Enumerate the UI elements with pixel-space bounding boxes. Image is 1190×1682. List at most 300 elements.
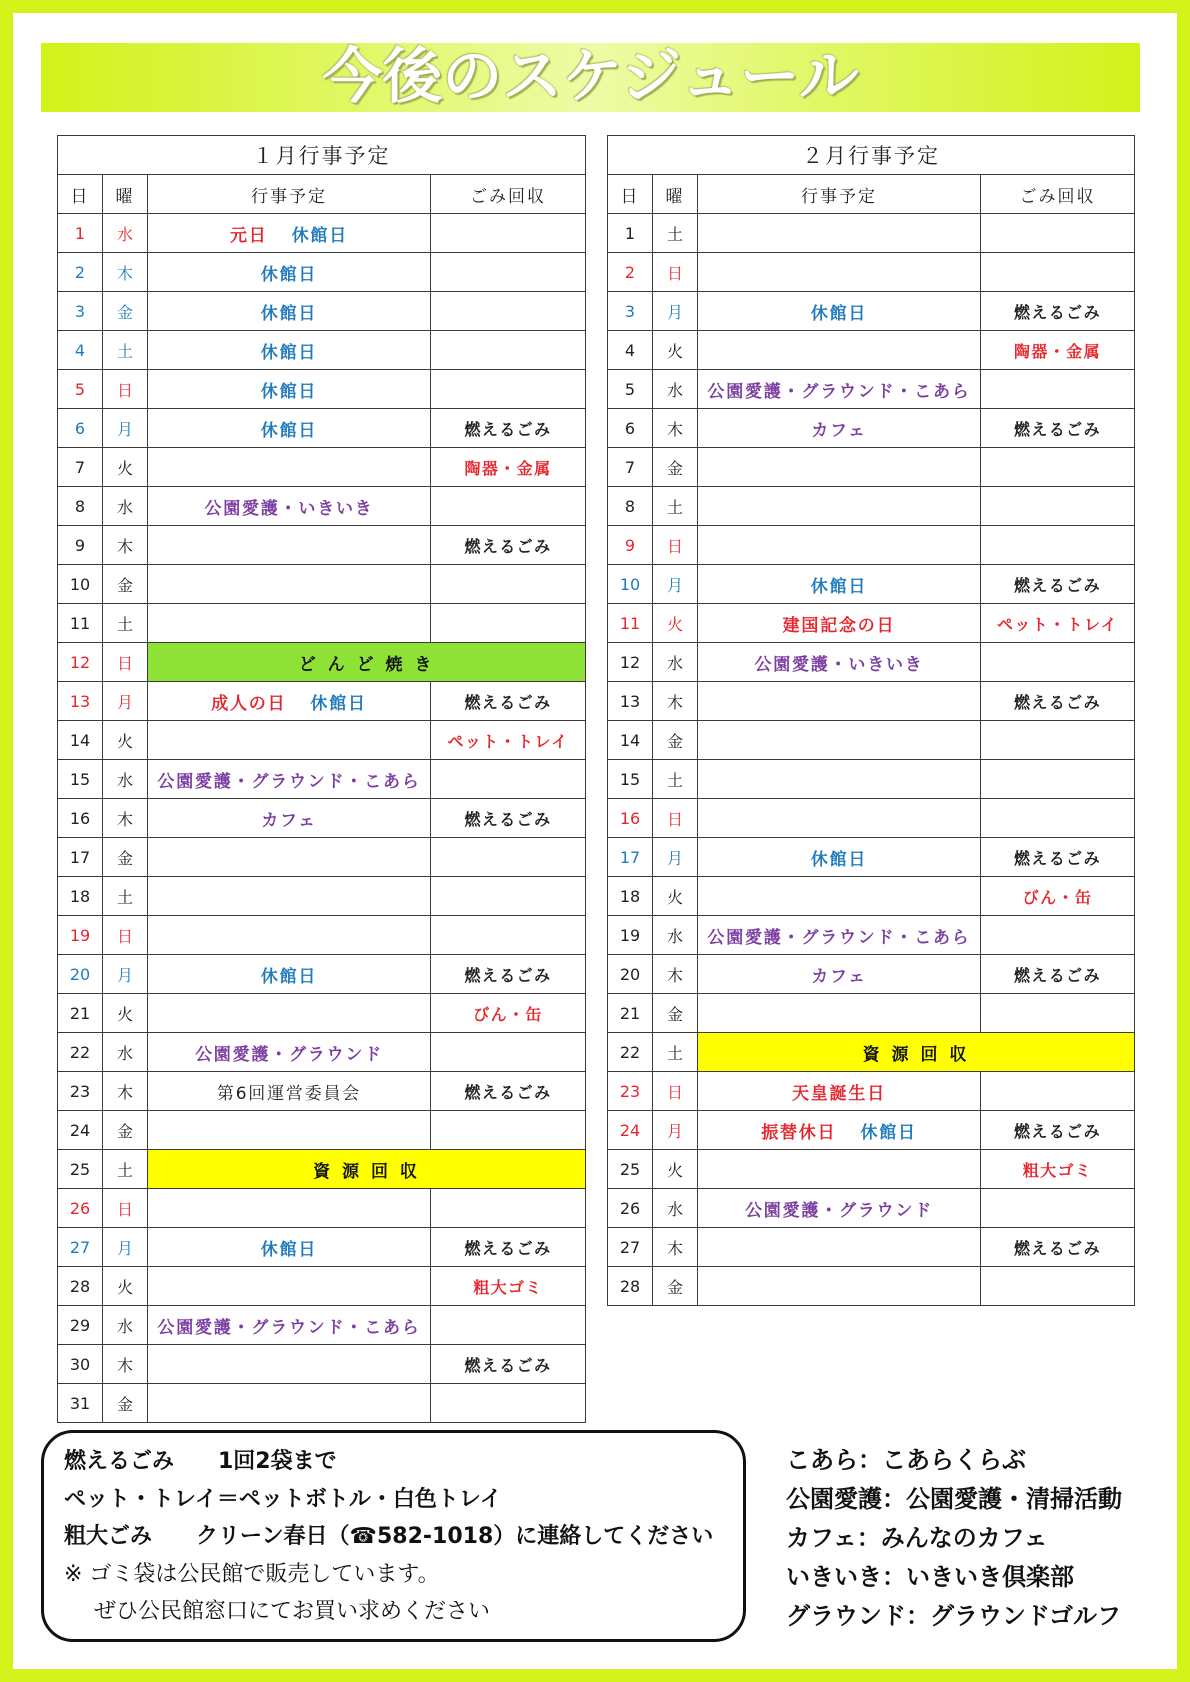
table-row bbox=[58, 448, 586, 487]
day-number: 11 bbox=[58, 604, 103, 643]
event-highlight: 資 源 回 収 bbox=[698, 1033, 1135, 1072]
weekday: 火 bbox=[103, 448, 148, 487]
legend bbox=[786, 1441, 1122, 1636]
header-events: 行事予定 bbox=[148, 175, 431, 214]
event-cell bbox=[698, 448, 981, 487]
garbage-collection bbox=[431, 1111, 586, 1150]
table-row bbox=[58, 331, 586, 370]
event-cell bbox=[698, 916, 981, 955]
garbage-collection: 燃えるごみ bbox=[981, 838, 1135, 877]
table-row bbox=[608, 838, 1135, 877]
event-cell bbox=[148, 1306, 431, 1345]
weekday: 日 bbox=[653, 1072, 698, 1111]
day-number: 17 bbox=[58, 838, 103, 877]
weekday: 木 bbox=[653, 1228, 698, 1267]
header-day: 日 bbox=[58, 175, 103, 214]
table-row bbox=[608, 1228, 1135, 1267]
weekday: 金 bbox=[103, 292, 148, 331]
table-row bbox=[58, 1111, 586, 1150]
event-label: 元日 bbox=[229, 225, 268, 246]
weekday: 水 bbox=[653, 916, 698, 955]
weekday: 日 bbox=[103, 1189, 148, 1228]
weekday: 日 bbox=[103, 370, 148, 409]
event-cell bbox=[148, 1345, 431, 1384]
event-cell bbox=[148, 448, 431, 487]
garbage-collection: 燃えるごみ bbox=[981, 292, 1135, 331]
garbage-collection: 粗大ゴミ bbox=[431, 1267, 586, 1306]
event-cell bbox=[148, 253, 431, 292]
event-label: 休館日 bbox=[260, 381, 318, 402]
table-row bbox=[608, 526, 1135, 565]
event-label: 公園愛護・グラウンド・こあら bbox=[157, 1317, 421, 1338]
garbage-collection bbox=[981, 448, 1135, 487]
event-cell bbox=[148, 1189, 431, 1228]
day-number: 8 bbox=[608, 487, 653, 526]
day-number: 20 bbox=[608, 955, 653, 994]
weekday: 月 bbox=[653, 1111, 698, 1150]
legend-ground: グラウンド：グラウンドゴルフ bbox=[786, 1602, 1122, 1630]
header-weekday: 曜 bbox=[653, 175, 698, 214]
weekday: 水 bbox=[653, 370, 698, 409]
weekday: 月 bbox=[653, 565, 698, 604]
garbage-collection bbox=[431, 1033, 586, 1072]
day-number: 29 bbox=[58, 1306, 103, 1345]
garbage-collection: 燃えるごみ bbox=[981, 1111, 1135, 1150]
table-row bbox=[608, 1111, 1135, 1150]
table-row bbox=[608, 370, 1135, 409]
garbage-collection: 燃えるごみ bbox=[981, 682, 1135, 721]
event-cell bbox=[148, 838, 431, 877]
event-cell bbox=[698, 487, 981, 526]
table-title: ２月行事予定 bbox=[608, 136, 1135, 175]
table-row bbox=[58, 604, 586, 643]
event-cell bbox=[698, 721, 981, 760]
event-label: カフェ bbox=[811, 966, 867, 987]
garbage-collection bbox=[431, 331, 586, 370]
event-cell bbox=[698, 409, 981, 448]
garbage-collection bbox=[981, 1267, 1135, 1306]
weekday: 金 bbox=[103, 1384, 148, 1423]
legend-koara: こあら：こあらくらぶ bbox=[786, 1446, 1026, 1474]
header-garbage: ごみ回収 bbox=[431, 175, 586, 214]
garbage-collection: 燃えるごみ bbox=[981, 565, 1135, 604]
day-number: 7 bbox=[58, 448, 103, 487]
event-label: 休館日 bbox=[260, 303, 318, 324]
garbage-collection bbox=[981, 799, 1135, 838]
table-row bbox=[58, 994, 586, 1033]
weekday: 金 bbox=[653, 994, 698, 1033]
event-cell bbox=[148, 604, 431, 643]
day-number: 23 bbox=[58, 1072, 103, 1111]
event-label: 公園愛護・グラウンド bbox=[745, 1200, 933, 1221]
event-cell bbox=[698, 565, 981, 604]
event-cell bbox=[148, 1111, 431, 1150]
day-number: 19 bbox=[58, 916, 103, 955]
event-cell bbox=[698, 604, 981, 643]
day-number: 9 bbox=[608, 526, 653, 565]
table-row bbox=[58, 1150, 586, 1189]
january-schedule-table bbox=[57, 135, 586, 1423]
table-row bbox=[58, 253, 586, 292]
event-label: 休館日 bbox=[260, 264, 318, 285]
garbage-collection bbox=[981, 1072, 1135, 1111]
event-cell bbox=[148, 1228, 431, 1267]
weekday: 土 bbox=[103, 1150, 148, 1189]
weekday: 水 bbox=[103, 1306, 148, 1345]
day-number: 11 bbox=[608, 604, 653, 643]
day-number: 15 bbox=[608, 760, 653, 799]
event-cell bbox=[148, 955, 431, 994]
day-number: 24 bbox=[58, 1111, 103, 1150]
table-title-row bbox=[58, 136, 586, 175]
garbage-collection: ペット・トレイ bbox=[431, 721, 586, 760]
garbage-collection bbox=[431, 214, 586, 253]
day-number: 20 bbox=[58, 955, 103, 994]
weekday: 木 bbox=[103, 526, 148, 565]
weekday: 火 bbox=[653, 1150, 698, 1189]
table-row bbox=[608, 409, 1135, 448]
note-bulky-garbage: 粗大ごみ クリーン春日（☎582-1018）に連絡してください bbox=[64, 1524, 714, 1549]
event-cell bbox=[698, 955, 981, 994]
event-label: 休館日 bbox=[810, 303, 868, 324]
day-number: 9 bbox=[58, 526, 103, 565]
table-row bbox=[608, 760, 1135, 799]
day-number: 26 bbox=[58, 1189, 103, 1228]
day-number: 16 bbox=[608, 799, 653, 838]
table-row bbox=[58, 760, 586, 799]
event-label: 休館日 bbox=[860, 1122, 917, 1143]
table-row bbox=[608, 253, 1135, 292]
event-label: 公園愛護・グラウンド・こあら bbox=[707, 381, 971, 402]
garbage-collection bbox=[431, 916, 586, 955]
table-row bbox=[608, 643, 1135, 682]
table-row bbox=[58, 916, 586, 955]
header-day: 日 bbox=[608, 175, 653, 214]
day-number: 21 bbox=[58, 994, 103, 1033]
weekday: 日 bbox=[103, 916, 148, 955]
event-cell bbox=[698, 253, 981, 292]
event-cell bbox=[148, 877, 431, 916]
weekday: 土 bbox=[653, 760, 698, 799]
event-cell bbox=[698, 1150, 981, 1189]
note-garbage-bags: ※ ゴミ袋は公民館で販売しています。 bbox=[64, 1561, 440, 1587]
event-cell bbox=[698, 994, 981, 1033]
weekday: 日 bbox=[653, 253, 698, 292]
weekday: 土 bbox=[103, 331, 148, 370]
table-row bbox=[58, 1384, 586, 1423]
day-number: 4 bbox=[608, 331, 653, 370]
event-label: 公園愛護・いきいき bbox=[204, 498, 374, 519]
table-row bbox=[58, 1033, 586, 1072]
day-number: 31 bbox=[58, 1384, 103, 1423]
garbage-collection: びん・缶 bbox=[981, 877, 1135, 916]
garbage-collection bbox=[981, 760, 1135, 799]
header-events: 行事予定 bbox=[698, 175, 981, 214]
table-row bbox=[608, 565, 1135, 604]
table-row bbox=[608, 1267, 1135, 1306]
event-label: 公園愛護・グラウンド bbox=[195, 1044, 383, 1065]
event-label: 建国記念の日 bbox=[782, 615, 896, 636]
event-cell bbox=[698, 292, 981, 331]
garbage-collection bbox=[431, 1189, 586, 1228]
note-burnable-garbage: 燃えるごみ 1回2袋まで bbox=[64, 1449, 337, 1474]
table-row bbox=[608, 1189, 1135, 1228]
day-number: 1 bbox=[58, 214, 103, 253]
event-label: 公園愛護・グラウンド・こあら bbox=[157, 771, 421, 792]
day-number: 23 bbox=[608, 1072, 653, 1111]
event-label: 休館日 bbox=[291, 225, 348, 246]
header-garbage: ごみ回収 bbox=[981, 175, 1135, 214]
event-label: 振替休日 bbox=[761, 1122, 837, 1143]
weekday: 土 bbox=[103, 877, 148, 916]
garbage-collection: 燃えるごみ bbox=[431, 1072, 586, 1111]
event-label: 休館日 bbox=[810, 576, 868, 597]
legend-ikiiki: いきいき：いきいき倶楽部 bbox=[786, 1563, 1074, 1591]
day-number: 13 bbox=[608, 682, 653, 721]
weekday: 日 bbox=[653, 526, 698, 565]
page-title: 今後のスケジュール bbox=[322, 43, 859, 112]
event-cell bbox=[698, 1228, 981, 1267]
header-weekday: 曜 bbox=[103, 175, 148, 214]
event-cell bbox=[148, 682, 431, 721]
weekday: 金 bbox=[653, 721, 698, 760]
table-row bbox=[608, 448, 1135, 487]
event-cell bbox=[148, 1072, 431, 1111]
table-row bbox=[58, 1345, 586, 1384]
garbage-collection bbox=[981, 721, 1135, 760]
event-cell bbox=[698, 1072, 981, 1111]
event-cell bbox=[698, 643, 981, 682]
day-number: 28 bbox=[58, 1267, 103, 1306]
day-number: 19 bbox=[608, 916, 653, 955]
weekday: 木 bbox=[103, 1345, 148, 1384]
garbage-collection bbox=[431, 292, 586, 331]
weekday: 木 bbox=[103, 253, 148, 292]
day-number: 1 bbox=[608, 214, 653, 253]
day-number: 18 bbox=[608, 877, 653, 916]
event-cell bbox=[698, 370, 981, 409]
garbage-collection: 燃えるごみ bbox=[431, 955, 586, 994]
weekday: 金 bbox=[653, 1267, 698, 1306]
day-number: 27 bbox=[608, 1228, 653, 1267]
day-number: 10 bbox=[58, 565, 103, 604]
weekday: 火 bbox=[103, 721, 148, 760]
table-row bbox=[608, 799, 1135, 838]
table-row bbox=[58, 955, 586, 994]
event-cell bbox=[698, 760, 981, 799]
table-row bbox=[608, 1150, 1135, 1189]
day-number: 25 bbox=[58, 1150, 103, 1189]
garbage-collection bbox=[981, 916, 1135, 955]
event-cell bbox=[148, 1267, 431, 1306]
event-cell bbox=[148, 565, 431, 604]
weekday: 金 bbox=[653, 448, 698, 487]
table-row bbox=[58, 877, 586, 916]
weekday: 土 bbox=[653, 1033, 698, 1072]
table-row bbox=[608, 955, 1135, 994]
garbage-collection bbox=[431, 565, 586, 604]
table-row bbox=[58, 799, 586, 838]
day-number: 16 bbox=[58, 799, 103, 838]
event-cell bbox=[698, 526, 981, 565]
weekday: 水 bbox=[103, 487, 148, 526]
garbage-collection: 粗大ゴミ bbox=[981, 1150, 1135, 1189]
event-cell bbox=[148, 799, 431, 838]
garbage-collection bbox=[431, 370, 586, 409]
table-title: １月行事予定 bbox=[58, 136, 586, 175]
notes-box bbox=[41, 1430, 746, 1642]
weekday: 土 bbox=[653, 487, 698, 526]
garbage-collection bbox=[431, 760, 586, 799]
event-highlight: 資 源 回 収 bbox=[148, 1150, 586, 1189]
legend-cafe: カフェ：みんなのカフェ bbox=[786, 1524, 1048, 1552]
event-cell bbox=[698, 838, 981, 877]
weekday: 土 bbox=[653, 214, 698, 253]
weekday: 土 bbox=[103, 604, 148, 643]
day-number: 7 bbox=[608, 448, 653, 487]
day-number: 26 bbox=[608, 1189, 653, 1228]
table-row bbox=[608, 487, 1135, 526]
event-cell bbox=[148, 526, 431, 565]
garbage-collection: 燃えるごみ bbox=[431, 799, 586, 838]
weekday: 火 bbox=[103, 1267, 148, 1306]
garbage-collection bbox=[981, 643, 1135, 682]
day-number: 2 bbox=[608, 253, 653, 292]
day-number: 22 bbox=[58, 1033, 103, 1072]
event-cell bbox=[148, 370, 431, 409]
february-schedule-table bbox=[607, 135, 1135, 1306]
garbage-collection bbox=[431, 604, 586, 643]
table-row bbox=[58, 409, 586, 448]
note-purchase-window: ぜひ公民館窓口にてお買い求めください bbox=[94, 1599, 491, 1624]
table-row bbox=[58, 487, 586, 526]
day-number: 13 bbox=[58, 682, 103, 721]
weekday: 月 bbox=[653, 292, 698, 331]
table-row bbox=[608, 1033, 1135, 1072]
event-label: 成人の日 bbox=[211, 693, 287, 714]
day-number: 27 bbox=[58, 1228, 103, 1267]
event-label: 天皇誕生日 bbox=[792, 1083, 886, 1104]
weekday: 水 bbox=[653, 1189, 698, 1228]
table-row bbox=[58, 292, 586, 331]
garbage-collection: ペット・トレイ bbox=[981, 604, 1135, 643]
day-number: 30 bbox=[58, 1345, 103, 1384]
event-cell bbox=[148, 1384, 431, 1423]
garbage-collection bbox=[431, 1306, 586, 1345]
title-banner bbox=[41, 43, 1140, 112]
weekday: 月 bbox=[103, 682, 148, 721]
event-label: 休館日 bbox=[810, 849, 868, 870]
table-row bbox=[608, 916, 1135, 955]
weekday: 火 bbox=[103, 994, 148, 1033]
legend-park: 公園愛護：公園愛護・清掃活動 bbox=[786, 1485, 1122, 1513]
day-number: 3 bbox=[608, 292, 653, 331]
table-row bbox=[608, 604, 1135, 643]
event-label: カフェ bbox=[261, 810, 317, 831]
weekday: 日 bbox=[653, 799, 698, 838]
garbage-collection: 陶器・金属 bbox=[431, 448, 586, 487]
event-label: 第6回運営委員会 bbox=[216, 1083, 362, 1104]
note-pet-tray: ペット・トレイ＝ペットボトル・白色トレイ bbox=[64, 1486, 502, 1512]
garbage-collection bbox=[981, 253, 1135, 292]
table-header-row bbox=[608, 175, 1135, 214]
weekday: 木 bbox=[103, 799, 148, 838]
day-number: 5 bbox=[608, 370, 653, 409]
garbage-collection: 燃えるごみ bbox=[431, 1228, 586, 1267]
day-number: 14 bbox=[608, 721, 653, 760]
garbage-collection: 燃えるごみ bbox=[431, 526, 586, 565]
table-row bbox=[58, 682, 586, 721]
garbage-collection bbox=[981, 994, 1135, 1033]
table-row bbox=[58, 643, 586, 682]
event-label: 休館日 bbox=[260, 1239, 318, 1260]
table-title-row bbox=[608, 136, 1135, 175]
table-header-row bbox=[58, 175, 586, 214]
garbage-collection bbox=[981, 487, 1135, 526]
weekday: 火 bbox=[653, 877, 698, 916]
event-highlight: ど ん ど 焼 き bbox=[148, 643, 586, 682]
weekday: 月 bbox=[103, 1228, 148, 1267]
garbage-collection: 燃えるごみ bbox=[431, 409, 586, 448]
weekday: 月 bbox=[653, 838, 698, 877]
day-number: 3 bbox=[58, 292, 103, 331]
table-row bbox=[58, 1267, 586, 1306]
table-row bbox=[58, 1306, 586, 1345]
event-label: 休館日 bbox=[260, 342, 318, 363]
garbage-collection: 陶器・金属 bbox=[981, 331, 1135, 370]
day-number: 6 bbox=[608, 409, 653, 448]
event-cell bbox=[698, 877, 981, 916]
event-cell bbox=[148, 1033, 431, 1072]
table-row bbox=[608, 994, 1135, 1033]
event-label: 休館日 bbox=[260, 420, 318, 441]
day-number: 17 bbox=[608, 838, 653, 877]
table-row bbox=[608, 1072, 1135, 1111]
garbage-collection: 燃えるごみ bbox=[431, 1345, 586, 1384]
garbage-collection bbox=[431, 838, 586, 877]
event-label: 公園愛護・グラウンド・こあら bbox=[707, 927, 971, 948]
event-cell bbox=[148, 760, 431, 799]
table-row bbox=[58, 838, 586, 877]
day-number: 18 bbox=[58, 877, 103, 916]
table-row bbox=[58, 1228, 586, 1267]
event-cell bbox=[698, 1111, 981, 1150]
garbage-collection bbox=[431, 1384, 586, 1423]
weekday: 木 bbox=[653, 409, 698, 448]
weekday: 水 bbox=[103, 214, 148, 253]
weekday: 金 bbox=[103, 565, 148, 604]
garbage-collection: 燃えるごみ bbox=[981, 1228, 1135, 1267]
event-cell bbox=[148, 916, 431, 955]
table-row bbox=[608, 214, 1135, 253]
table-row bbox=[58, 526, 586, 565]
table-row bbox=[58, 214, 586, 253]
day-number: 6 bbox=[58, 409, 103, 448]
weekday: 水 bbox=[103, 1033, 148, 1072]
weekday: 水 bbox=[653, 643, 698, 682]
weekday: 金 bbox=[103, 1111, 148, 1150]
event-label: カフェ bbox=[811, 420, 867, 441]
table-row bbox=[58, 1072, 586, 1111]
garbage-collection bbox=[431, 487, 586, 526]
event-cell bbox=[698, 799, 981, 838]
weekday: 月 bbox=[103, 955, 148, 994]
table-row bbox=[608, 331, 1135, 370]
weekday: 木 bbox=[103, 1072, 148, 1111]
table-row bbox=[608, 292, 1135, 331]
weekday: 日 bbox=[103, 643, 148, 682]
event-label: 公園愛護・いきいき bbox=[754, 654, 924, 675]
